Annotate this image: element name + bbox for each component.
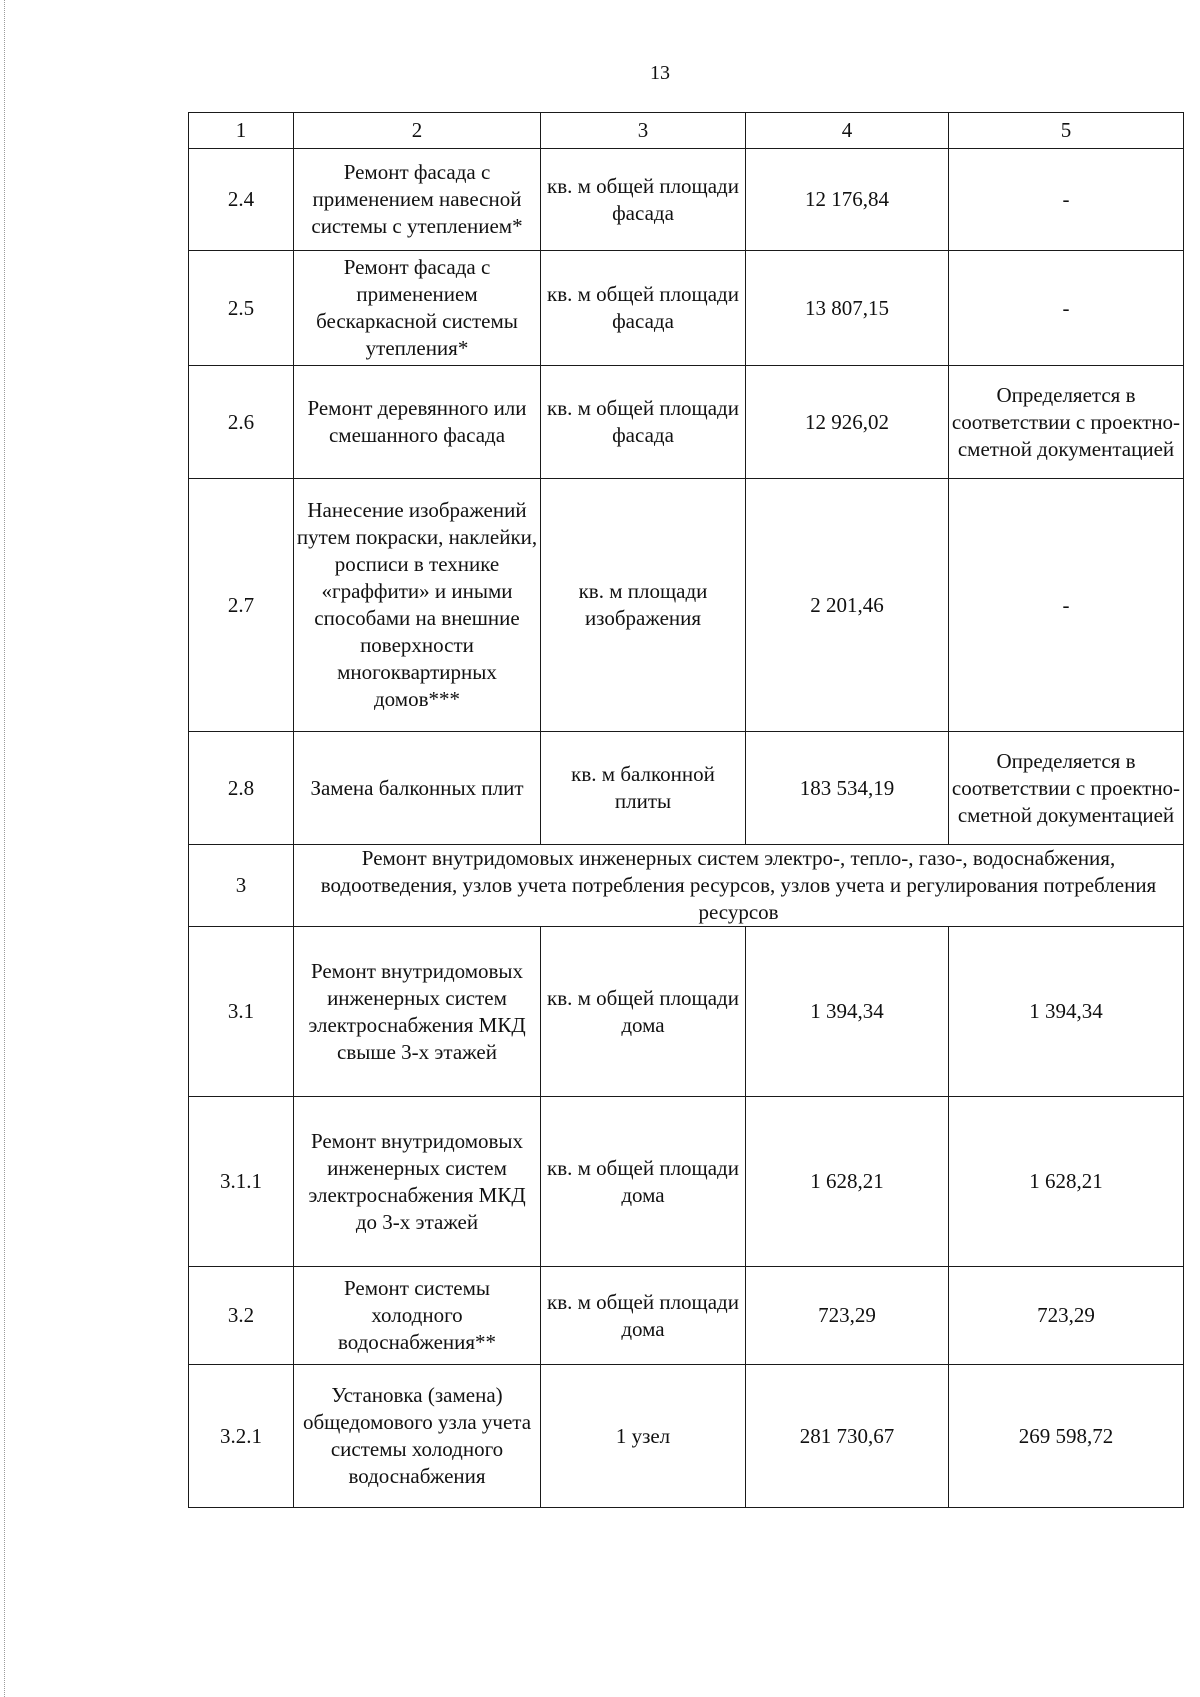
unit-of-measure: кв. м площади изображения (541, 479, 746, 732)
table-row (189, 927, 1184, 1097)
row-number: 2.5 (189, 251, 294, 366)
work-name: Ремонт деревянного или смешанного фасада (294, 366, 541, 479)
value-col4: 723,29 (746, 1267, 949, 1365)
header-cell-1: 1 (189, 113, 294, 149)
table-row (189, 366, 1184, 479)
unit-of-measure: кв. м общей площади дома (541, 1267, 746, 1365)
row-number: 2.7 (189, 479, 294, 732)
value-col5: - (949, 479, 1184, 732)
table-row (189, 1365, 1184, 1508)
table-row (189, 1267, 1184, 1365)
header-cell-3: 3 (541, 113, 746, 149)
value-col4: 183 534,19 (746, 732, 949, 845)
work-name: Ремонт внутридомовых инженерных систем электроснабжения МКД свыше 3-х этажей (294, 927, 541, 1097)
work-name: Замена балконных плит (294, 732, 541, 845)
unit-of-measure: кв. м общей площади дома (541, 927, 746, 1097)
rates-table (188, 112, 1184, 1508)
section-row (189, 845, 1184, 927)
section-title: Ремонт внутридомовых инженерных систем электро-, тепло-, газо-, водоснабжения, водоотведения, узлов учета потребления ресурсов, узлов учета и регулирования потребления ресурсов (294, 845, 1184, 927)
value-col4: 12 926,02 (746, 366, 949, 479)
value-col5: - (949, 149, 1184, 251)
value-col4: 13 807,15 (746, 251, 949, 366)
section-number: 3 (189, 845, 294, 927)
row-number: 2.4 (189, 149, 294, 251)
value-col5: - (949, 251, 1184, 366)
value-col4: 2 201,46 (746, 479, 949, 732)
value-col4: 12 176,84 (746, 149, 949, 251)
value-col5: 269 598,72 (949, 1365, 1184, 1508)
unit-of-measure: кв. м общей площади фасада (541, 251, 746, 366)
table-row (189, 479, 1184, 732)
value-col5: Определяется в соответствии с проектно-сметной документацией (949, 366, 1184, 479)
table-row (189, 149, 1184, 251)
unit-of-measure: кв. м общей площади дома (541, 1097, 746, 1267)
row-number: 2.8 (189, 732, 294, 845)
header-cell-2: 2 (294, 113, 541, 149)
value-col5: 1 394,34 (949, 927, 1184, 1097)
value-col4: 281 730,67 (746, 1365, 949, 1508)
row-number: 3.2 (189, 1267, 294, 1365)
value-col5: 1 628,21 (949, 1097, 1184, 1267)
value-col5: Определяется в соответствии с проектно-сметной документацией (949, 732, 1184, 845)
unit-of-measure: кв. м общей площади фасада (541, 149, 746, 251)
unit-of-measure: кв. м балконной плиты (541, 732, 746, 845)
table-row (189, 1097, 1184, 1267)
value-col4: 1 394,34 (746, 927, 949, 1097)
value-col5: 723,29 (949, 1267, 1184, 1365)
work-name: Ремонт системы холодного водоснабжения** (294, 1267, 541, 1365)
row-number: 3.1 (189, 927, 294, 1097)
table-row (189, 251, 1184, 366)
unit-of-measure: 1 узел (541, 1365, 746, 1508)
work-name: Установка (замена) общедомового узла учета системы холодного водоснабжения (294, 1365, 541, 1508)
row-number: 3.2.1 (189, 1365, 294, 1508)
work-name: Нанесение изображений путем покраски, наклейки, росписи в технике «граффити» и иными способами на внешние поверхности многоквартирных домов*** (294, 479, 541, 732)
work-name: Ремонт фасада с применением навесной системы с утеплением* (294, 149, 541, 251)
row-number: 3.1.1 (189, 1097, 294, 1267)
header-cell-5: 5 (949, 113, 1184, 149)
row-number: 2.6 (189, 366, 294, 479)
table-row (189, 732, 1184, 845)
work-name: Ремонт фасада с применением бескаркасной системы утепления* (294, 251, 541, 366)
work-name: Ремонт внутридомовых инженерных систем электроснабжения МКД до 3-х этажей (294, 1097, 541, 1267)
table-header-row (189, 113, 1184, 149)
scan-edge-line (4, 0, 6, 1697)
header-cell-4: 4 (746, 113, 949, 149)
unit-of-measure: кв. м общей площади фасада (541, 366, 746, 479)
page-number: 13 (650, 62, 670, 84)
value-col4: 1 628,21 (746, 1097, 949, 1267)
